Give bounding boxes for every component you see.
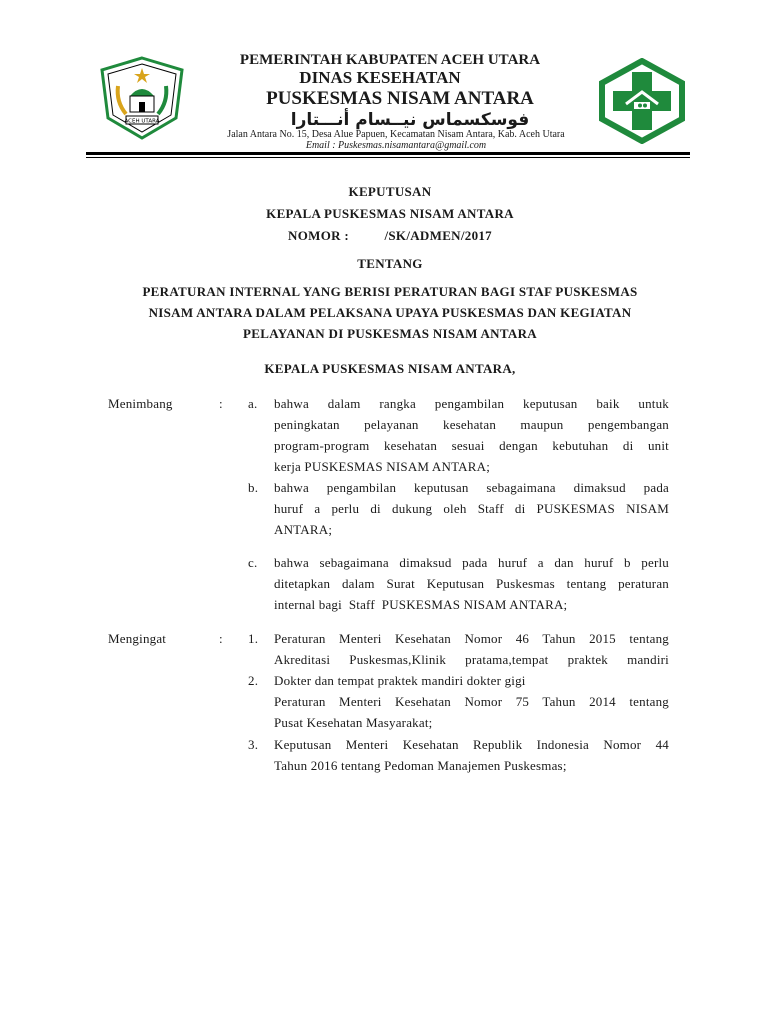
menimbang-text-line: kerja PUSKESMAS NISAM ANTARA; — [274, 459, 491, 474]
list-marker: 3. — [248, 737, 259, 752]
menimbang-colon: : — [219, 396, 223, 411]
menimbang-text-line: bahwa pengambilan keputusan sebagaimana dimaksud pada — [274, 480, 669, 495]
puskesmas-logo-icon — [596, 58, 688, 144]
list-marker: 1. — [248, 631, 259, 646]
mengingat-text-line: Keputusan Menteri Kesehatan Republik Indonesia Nomor 44 — [274, 737, 669, 752]
menimbang-text-line: bahwa sebagaimana dimaksud pada huruf a dan huruf b perlu — [274, 555, 669, 570]
mengingat-text-line: Peraturan Menteri Kesehatan Nomor 75 Tahun 2014 tentang — [274, 694, 669, 709]
decision-heading: KEPUTUSAN — [348, 184, 432, 199]
menimbang-text-line: huruf a perlu di dukung oleh Staff di PUSKESMAS NISAM — [274, 501, 669, 516]
decision-about: TENTANG — [357, 256, 423, 271]
letterhead-regency: PEMERINTAH KABUPATEN ACEH UTARA — [239, 52, 541, 68]
letterhead-rule-thin — [86, 157, 690, 158]
mengingat-text-line: Akreditasi Puskesmas,Klinik pratama,tempat praktek mandiri — [274, 652, 669, 667]
decision-authority: KEPALA PUSKESMAS NISAM ANTARA, — [264, 361, 516, 376]
list-marker: b. — [248, 480, 259, 495]
list-marker: a. — [248, 396, 258, 411]
aceh-utara-emblem-icon — [96, 56, 188, 140]
letterhead-arabic: فوسكسماس نيــسام أنـــتارا — [290, 110, 530, 130]
mengingat-label: Mengingat — [108, 631, 167, 646]
subject-line: PERATURAN INTERNAL YANG BERISI PERATURAN BAGI STAF PUSKESMAS — [142, 284, 638, 299]
menimbang-text-line: peningkatan pelayanan kesehatan maupun pengembangan — [274, 417, 669, 432]
mengingat-colon: : — [219, 631, 223, 646]
emblem-caption: ACEH UTARA — [124, 118, 160, 125]
menimbang-text-line: ANTARA; — [274, 522, 333, 537]
letterhead-email: Email : Puskesmas.nisamantara@gmail.com — [305, 140, 487, 151]
letterhead-address: Jalan Antara No. 15, Desa Alue Papuen, Kecamatan Nisam Antara, Kab. Aceh Utara — [227, 129, 565, 140]
decision-number: NOMOR : /SK/ADMEN/2017 — [288, 228, 492, 243]
menimbang-label: Menimbang — [108, 396, 173, 411]
letterhead-rule-thick — [86, 152, 690, 155]
menimbang-text-line: program-program kesehatan sesuai dengan kebutuhan di unit — [274, 438, 669, 453]
menimbang-text-line: ditetapkan dalam Surat Keputusan Puskesmas tentang peraturan — [274, 576, 669, 591]
decision-official: KEPALA PUSKESMAS NISAM ANTARA — [266, 206, 514, 221]
mengingat-text-line: Pusat Kesehatan Masyarakat; — [274, 715, 433, 730]
list-marker: c. — [248, 555, 258, 570]
mengingat-text-line: Peraturan Menteri Kesehatan Nomor 46 Tahun 2015 tentang — [274, 631, 669, 646]
letterhead-agency: DINAS KESEHATAN — [299, 68, 461, 87]
menimbang-text-line: bahwa dalam rangka pengambilan keputusan baik untuk — [274, 396, 669, 411]
mengingat-text-line: Tahun 2016 tentang Pedoman Manajemen Puskesmas; — [274, 758, 567, 773]
mengingat-text-line: Dokter dan tempat praktek mandiri dokter gigi — [274, 673, 526, 688]
list-marker: 2. — [248, 673, 259, 688]
menimbang-text-line: internal bagi Staff PUSKESMAS NISAM ANTARA; — [274, 597, 568, 612]
subject-line: PELAYANAN DI PUSKESMAS NISAM ANTARA — [243, 326, 537, 341]
subject-line: NISAM ANTARA DALAM PELAKSANA UPAYA PUSKESMAS DAN KEGIATAN — [148, 305, 632, 320]
letterhead-puskesmas: PUSKESMAS NISAM ANTARA — [266, 88, 534, 109]
